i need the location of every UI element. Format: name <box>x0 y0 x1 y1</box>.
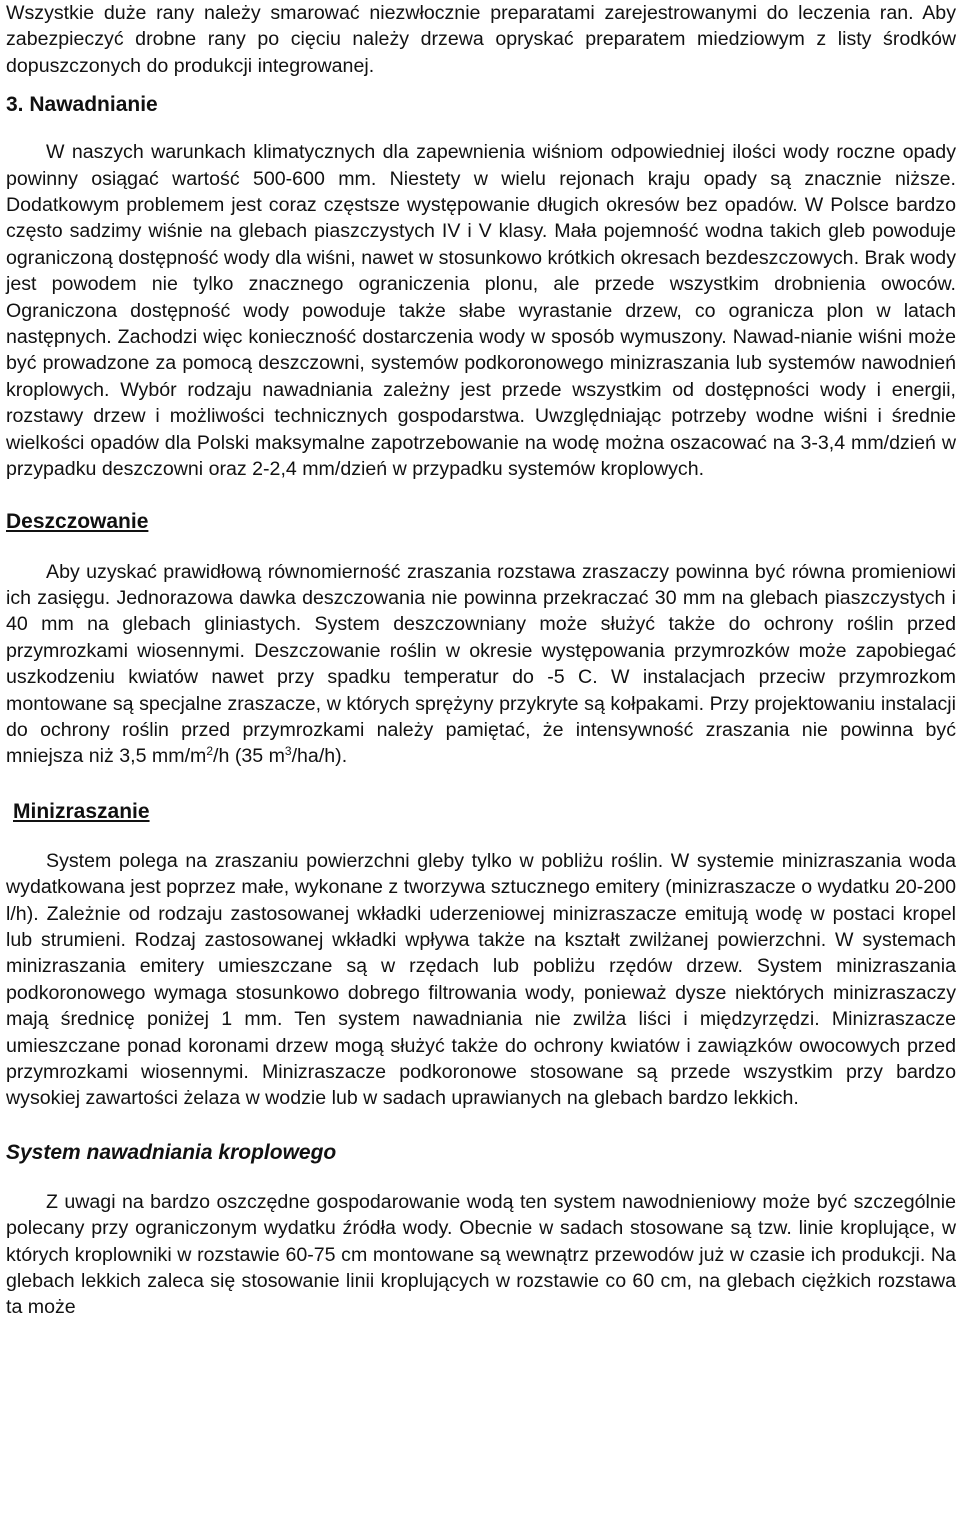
intro-paragraph: Wszystkie duże rany należy smarować niezwłocznie preparatami zarejestrowanymi do leczenia ran. Aby zabezpieczyć drobne rany po cięciu należy drzewa opryskać preparatem miedziowym z listy środków dopuszczonych do produkcji integrowanej. <box>6 2 956 77</box>
heading-system-kroplowy: System nawadniania kroplowego <box>6 1140 337 1164</box>
deszczowanie-text-2: /h (35 m <box>213 745 285 768</box>
deszczowanie-text-3: /ha/h). <box>291 745 348 768</box>
kroplowe-paragraph: Z uwagi na bardzo oszczędne gospodarowanie wodą ten system nawodnieniowy może być szczególnie polecany przy ograniczonym wydatku źródła wody. Obecnie w sadach stosowane są tzw. linie kroplujące, w których kroplowniki w rozstawie 60-75 cm montowane są wewnątrz przewodów już w czasie ich produkcji. Na glebach lekkich zaleca się stosowanie linii kroplujących w rozstawie co 60 cm, na glebach ciężkich rozstawa ta może <box>6 1190 956 1319</box>
heading-nawadnianie: 3. Nawadnianie <box>6 93 158 117</box>
superscript-3: 3 <box>284 744 292 759</box>
deszczowanie-text-1: Aby uzyskać prawidłową równomierność zraszania rozstawa zraszaczy powinna być równa promieniowi ich zasięgu. Jednorazowa dawka deszczowania nie powinna przekraczać 30 mm na glebach piaszczystych i 40 mm na glebach gliniastych. System deszczowniany może służyć także do ochrony roślin przed przymrozkami wiosennymi. Deszczowanie roślin w okresie występowania przymrozków może zapobiegać uszkodzeniu kwiatów nawet przy spadku temperatur do -5 C. W instalacjach przeciw przymrozkom montowane są specjalne zraszacze, w których sprężyny przykryte są kołpakami. Przy projektowaniu instalacji do ochrony roślin przed przymrozkami należy pamiętać, że intensywność zraszania nie powinna być mniejsza niż 3,5 mm/m <box>6 560 956 768</box>
heading-minizraszanie: Minizraszanie <box>13 799 150 823</box>
deszczowanie-paragraph <box>6 559 956 770</box>
minizraszanie-paragraph: System polega na zraszaniu powierzchni gleby tylko w pobliżu roślin. W systemie minizraszania woda wydatkowana jest poprzez małe, wykonane z tworzywa sztucznego emitery (minizraszacze o wydatku 20-200 l/h). Zależnie od rodzaju zastosowanej wkładki uderzeniowej minizraszacze emitują wodę w postaci kropel lub strumieni. Rodzaj zastosowanej wkładki wpływa także na kształt zwilżanej powierzchni. W systemach minizraszania emitery umieszczane są w rzędach lub pobliżu rzędów drzew. System minizraszania podkoronowego wymaga stosunkowo dobrego filtrowania wody, ponieważ dysze niektórych minizraszaczy mają średnicę poniżej 1 mm. Ten system nawadniania nie zwilża liści i międzyrzędzi. Minizraszacze umieszczane ponad koronami drzew mogą służyć także do ochrony kwiatów i zawiązków owocowych przed przymrozkami wiosennymi. Minizraszacze podkoronowe stosowane są przede wszystkim przy bardzo wysokiej zawartości żelaza w wodzie lub w sadach uprawianych na glebach bardzo lekkich. <box>6 849 956 1110</box>
nawadnianie-paragraph: W naszych warunkach klimatycznych dla zapewnienia wiśniom odpowiedniej ilości wody roczne opady powinny osiągać wartość 500-600 mm. Niestety w wielu rejonach kraju opady są znacznie niższe. Dodatkowym problemem jest coraz częstsze występowanie długich okresów bez opadów. W Polsce bardzo często sadzimy wiśnie na glebach piaszczystych IV i V klasy. Mała pojemność wodna takich gleb powoduje ograniczoną dostępność wody dla wiśni, nawet w stosunkowo krótkich okresach bezdeszczowych. Brak wody jest powodem nie tylko znacznego ograniczenia plonu, ale przede wszystkim drobnienia owoców. Ograniczona dostępność wody powoduje także słabe wyrastanie drzew, co ogranicza plon w latach następnych. Zachodzi więc konieczność dostarczenia wody w sposób wymuszony. Nawad-nianie wiśni może być prowadzone za pomocą deszczowni, systemów podkoronowego minizraszania lub systemów nawodnień kroplowych. Wybór rodzaju nawadniania zależny jest przede wszystkim od dostępności wody i energii, rozstawy drzew i możliwości technicznych gospodarstwa. Uwzględniając potrzeby wodne wiśni i średnie wielkości opadów dla Polski maksymalne zapotrzebowanie na wodę można oszacować na 3-3,4 mm/dzień w przypadku deszczowni oraz 2-2,4 mm/dzień w przypadku systemów kroplowych. <box>6 141 956 481</box>
heading-deszczowanie: Deszczowanie <box>6 509 149 533</box>
document-page <box>6 0 956 1321</box>
superscript-2: 2 <box>206 744 214 759</box>
